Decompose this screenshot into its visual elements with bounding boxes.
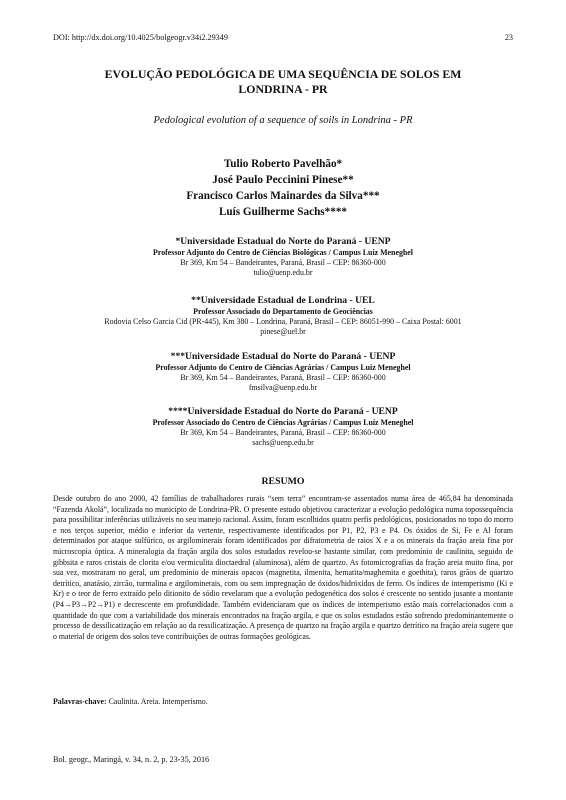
author-name: José Paulo Peccinini Pinese** xyxy=(212,174,354,186)
affiliation-address: Br 369, Km 54 – Bandeirantes, Paraná, Brasil – CEP: 86360-000 xyxy=(180,258,386,267)
keywords-value: Caulinita. Areia. Intemperismo. xyxy=(108,697,208,706)
affiliation-role: Professor Adjunto do Centro de Ciências Agrárias / Campus Luiz Meneghel xyxy=(155,363,411,372)
page-footer: Bol. geogr., Maringá, v. 34, n. 2, p. 23-35, 2016 xyxy=(53,755,210,764)
english-title: Pedological evolution of a sequence of soils in Londrina - PR xyxy=(153,115,413,126)
keywords-label: Palavras-chave: xyxy=(53,697,107,706)
affiliation-address: Br 369, Km 54 – Bandeirantes, Paraná, Brasil – CEP: 86360-000 xyxy=(180,428,386,437)
title-line-2: LONDRINA - PR xyxy=(238,82,328,96)
affiliation-role: Professor Associado do Centro de Ciências Agrárias / Campus Luiz Meneghel xyxy=(152,418,414,427)
abstract-text: Desde outubro do ano 2000, 42 famílias de trabalhadores rurais “sem terra” encontram-se assentados numa área de 465,84 ha denominada “Fazenda Akolá”, localizada no município de Londrina-PR. O presente estudo objetivou caracterizar a evolução pedológica numa topossequência para possibilitar inferências utilizáveis no seu manejo racional. Assim, foram escolhidos quatro perfis pedológicos, posicionados no topo do morro e nos terços superior, médio e inferior da vertente, respectivamente identificados por P1, P2, P3 e P4. Os óxidos de Si, Fe e Al foram determinados por ataque sulfúrico, os argilominerais foram identificados por difratometria de raios X e a os minerais da fração areia fina por microscopia óptica. A mineralogia da fração argila dos solos estudados revelou-se bastante similar, com predomínio de caulinita, seguido de gibbsita e raros cristais de clorita e/ou vermiculita dioctaedral (aluminosa), além de quartzo. As fotomicrografias da fração areia muito fina, por sua vez, mostraram no geral, um predomínio de minerais opacos (magnetita, ilmenita, hematita/maghemita e goethita), raros grãos de quartzo detrítico, anatásio, zircão, turmalina e argilominerais, com ou sem impregnação de óxidos/hidróxidos de ferro. Os índices de intemperismo (Ki e Kr) e o teor de ferro extraído pelo ditionito de sódio revelaram que a evolução pedogenética dos solos é crescente no sentido jusante a montante (P4→P3→P2→P1) e decrescente em profundidade. Também evidenciaram que os índices de intemperismo estão mais correlacionados com a quantidade do que com a variabilidade dos minerais encontrados na fração argila, e que os solos estudados estão sofrendo predominantemente o processo de dessilicatização em relação ao da ressilicatização. A presença de quartzo na fração argila e quartzo detrítico na fração areia sugere que o material de origem dos solos teve contribuições de outras formações geológicas. xyxy=(53,494,513,641)
affiliation-email[interactable]: sachs@uenp.edu.br xyxy=(252,438,314,447)
affiliation-role: Professor Associado do Departamento de Geociências xyxy=(193,307,373,316)
author-name: Luís Guilherme Sachs**** xyxy=(218,206,348,218)
author-list xyxy=(40,156,526,220)
affiliation-address: Rodovia Celso Garcia Cid (PR-445), Km 380 – Londrina, Paraná, Brasil – CEP: 86051-990 – Caixa Postal: 6001 xyxy=(104,317,462,326)
title-line-1: EVOLUÇÃO PEDOLÓGICA DE UMA SEQUÊNCIA DE SOLOS EM xyxy=(104,67,462,81)
affiliation-institution: ***Universidade Estadual do Norte do Paraná - UENP xyxy=(170,351,396,362)
affiliation-email[interactable]: tulio@uenp.edu.br xyxy=(253,268,313,277)
affiliation-institution: ****Universidade Estadual do Norte do Paraná - UENP xyxy=(168,406,398,417)
affiliation-3 xyxy=(46,351,520,393)
page-header xyxy=(53,33,513,42)
affiliation-email[interactable]: pinese@uel.br xyxy=(260,327,306,336)
author-name: Francisco Carlos Mainardes da Silva*** xyxy=(186,190,380,202)
affiliation-2 xyxy=(46,295,520,337)
affiliation-institution: **Universidade Estadual de Londrina - UEL xyxy=(191,295,375,306)
affiliation-role: Professor Adjunto do Centro de Ciências Biológicas / Campus Luiz Meneghel xyxy=(153,248,413,257)
author-name: Tulio Roberto Pavelhão* xyxy=(223,158,343,170)
doi-link[interactable]: DOI: http://dx.doi.org/10.4025/bolgeogr.v34i2.29349 xyxy=(53,33,228,42)
affiliation-4 xyxy=(46,406,520,448)
affiliation-institution: *Universidade Estadual do Norte do Paraná - UENP xyxy=(175,236,391,247)
affiliation-address: Br 369, Km 54 – Bandeirantes, Paraná, Brasil – CEP: 86360-000 xyxy=(180,373,386,382)
abstract-heading: RESUMO xyxy=(261,476,305,487)
affiliation-email[interactable]: fmsilva@uenp.edu.br xyxy=(248,383,318,392)
paper-title xyxy=(60,67,506,97)
page-number: 23 xyxy=(504,33,513,42)
affiliation-1 xyxy=(46,236,520,278)
keywords xyxy=(53,697,513,706)
